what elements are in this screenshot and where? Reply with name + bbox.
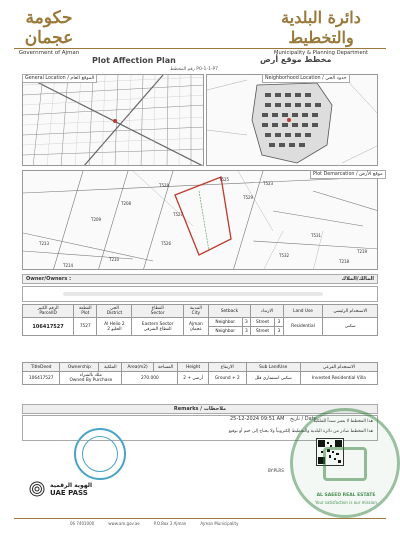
- hdr-area: Area(m2): [122, 363, 153, 372]
- height-value: Ground + 2: [208, 372, 246, 385]
- plan-title-ar: مخطط موقع أرض: [260, 55, 332, 64]
- plot-label-t527: T527: [173, 212, 184, 217]
- hdr-area-ar: المساحة: [153, 363, 178, 372]
- plot-label-t525: T525: [219, 177, 230, 182]
- hdr-ownership-ar: الملكية: [99, 363, 122, 372]
- footer-divider: [14, 518, 386, 519]
- footer-phone: 06 7401000: [70, 521, 95, 526]
- hdr-land-use: Land Use: [283, 305, 323, 318]
- plot-label-t523: T523: [263, 181, 274, 186]
- plot-details-table: [22, 304, 378, 336]
- hdr-setback: Setback: [208, 305, 250, 318]
- print-date: [230, 416, 317, 422]
- neighborhood-marker: [287, 118, 291, 122]
- sector-value: Eastern Sector القطاع الشرقي: [132, 318, 183, 336]
- al-saeed-stamp: [290, 408, 400, 518]
- setback-neighbor-1: Neighbor: [208, 318, 242, 327]
- owners-redacted: [63, 292, 323, 296]
- hdr-parcel: الرقم الكبير ParcelID: [23, 305, 74, 318]
- general-location-label: General Location / الموقع العام: [22, 74, 97, 83]
- print-date-value: 25-12-2024 09:51 AM: [230, 416, 285, 422]
- hdr-setback-ar: الارتداد: [251, 305, 284, 318]
- plot-label-t209: T210: [109, 257, 120, 262]
- hdr-height: Height: [178, 363, 209, 372]
- setback-street-1: Street: [251, 318, 275, 327]
- footer-web: www.am.gov.ae: [108, 521, 140, 526]
- remarks-note-1: هذا المخطط لا يعتبر سنداً للملكية: [313, 419, 373, 424]
- area-value: 270.000: [122, 372, 178, 385]
- hdr-title-deed: TitleDeed: [23, 363, 60, 372]
- ownership-value-ar: ملك بالشراء: [79, 373, 102, 378]
- uae-pass-ar: الهوية الرقمية: [50, 481, 93, 489]
- plot-demarcation-svg: [23, 171, 378, 270]
- hdr-sub-land-use: Sub LandUse: [246, 363, 300, 372]
- owners-label: Owner/Owners :: [26, 276, 72, 282]
- setback-street-1-val: 3: [275, 318, 284, 327]
- location-marker: [113, 119, 117, 123]
- parcel-id: 106417527: [23, 318, 74, 336]
- logo-ajman-en: Government of Ajman: [18, 50, 80, 56]
- owners-bar: [22, 274, 378, 284]
- setback-neighbor-2-val: 3: [242, 327, 251, 336]
- neighborhood-location-label: Neighborhood Location / حدود الحي: [262, 74, 350, 83]
- hdr-plot: القطعة Plot: [74, 305, 97, 318]
- remarks-note-2: هذا المخطط صادر من دائرة البلدية والتخطيط إلكترونياً ولا يحتاج إلى ختم أو توقيع: [228, 429, 373, 434]
- ownership-value-en: Owned By Purchase: [69, 378, 113, 383]
- logo-ajman-ar: حكومة عجمان: [24, 8, 74, 48]
- footer-pobox: P.O.Box 3 Ajman: [153, 521, 187, 526]
- plot-label-t210: T213: [39, 241, 50, 246]
- land-use-value-ar: سكني: [323, 318, 378, 336]
- hdr-land-use-ar: الاستخدام الرئيسي: [323, 305, 378, 318]
- logo-municipality-en: Municipality & Planning Department: [274, 50, 368, 56]
- ownership-value: [60, 372, 122, 385]
- plot-label-t531: T531: [311, 233, 322, 238]
- plot-label-t529: T529: [243, 195, 254, 200]
- plot-label-t532: T532: [279, 253, 290, 258]
- title-deed-value: 106417527: [23, 372, 60, 385]
- municipality-digital-stamp: [74, 428, 126, 480]
- setback-neighbor-1-val: 3: [242, 318, 251, 327]
- remarks-bar: Remarks / ملاحظات: [22, 404, 378, 414]
- footer-social: Ajman Municipality: [200, 521, 239, 526]
- owners-content: [22, 286, 378, 302]
- plot-label-t218: T218: [339, 259, 350, 264]
- general-map-svg: [23, 75, 204, 166]
- setback-street-2: Street: [251, 327, 275, 336]
- stamp-slogan: Your satisfaction is our mission: [315, 500, 377, 505]
- plot-label-t207: T208: [121, 201, 132, 206]
- uae-pass-block: [28, 480, 92, 498]
- plot-demarcation-label: Plot Demarcation / موقع الأرض: [310, 170, 386, 179]
- plot-label-t526: T526: [161, 241, 172, 246]
- neighborhood-location-map: [206, 74, 378, 166]
- fingerprint-icon: [28, 480, 46, 498]
- hdr-city: المدينة City: [183, 305, 208, 318]
- plot-label-t208: T209: [91, 217, 102, 222]
- plot-label-t219: T219: [357, 249, 368, 254]
- setback-neighbor-2: Neighbor: [208, 327, 242, 336]
- stamp-text: AL SAEED REAL ESTATE: [316, 493, 376, 498]
- plot-demarcation-map: [22, 170, 378, 270]
- header-divider: [14, 48, 386, 49]
- sub-land-use-value: Invested Residential Villa: [300, 372, 377, 385]
- owners-label-ar: المالك/الملاك: [341, 276, 374, 282]
- plot-label-t528: T528: [159, 183, 170, 188]
- footer-contact: [70, 521, 238, 526]
- title-deed-table: [22, 362, 378, 385]
- general-location-map: [22, 74, 204, 166]
- hdr-ownership: Ownership: [60, 363, 99, 372]
- city-value: Ajman عجمان: [183, 318, 208, 336]
- plot-label-t214: T214: [63, 263, 74, 268]
- hdr-sector: القطاع Sector: [132, 305, 183, 318]
- print-date-label: تاريخ / Date: [289, 416, 317, 422]
- printed-by: BY:PLRS: [268, 468, 284, 473]
- hdr-district: الحي District: [97, 305, 132, 318]
- hdr-height-ar: الارتفاع: [208, 363, 246, 372]
- stamp-emblem: [323, 447, 367, 481]
- uae-pass-en: UAE PASS: [50, 488, 88, 497]
- height-value-ar: أرضي + 2: [178, 372, 209, 385]
- sub-land-use-value-ar: سكني استثماري فلل: [246, 372, 300, 385]
- district-value: Al Helio 2 الحليو 2: [97, 318, 132, 336]
- plan-title-en: Plot Affection Plan: [92, 56, 176, 65]
- hdr-sub-land-use-ar: الاستخدام الفرعي: [300, 363, 377, 372]
- plot-number: 7527: [74, 318, 97, 336]
- logo-municipality-ar: دائرة البلدية والتخطيط: [281, 8, 361, 47]
- setback-street-2-val: 3: [275, 327, 284, 336]
- land-use-value: Residential: [283, 318, 323, 336]
- plan-reference: رقم المخطط P0-1-1-P7: [170, 67, 219, 72]
- neighborhood-map-svg: [207, 75, 378, 166]
